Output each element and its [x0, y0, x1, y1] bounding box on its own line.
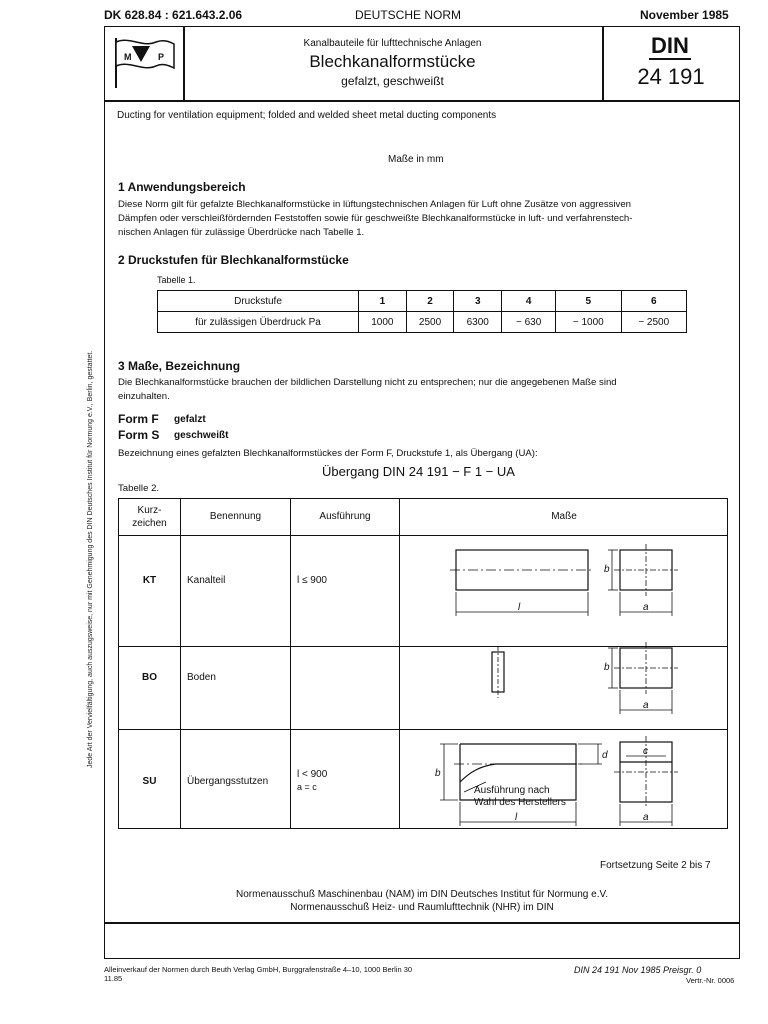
footer-left: Alleinverkauf der Normen durch Beuth Verlag GmbH, Burggrafenstraße 4–10, 1000 Berlin 30 11.85: [104, 965, 413, 983]
table-cell: 6: [621, 291, 686, 312]
units-note: Maße in mm: [388, 154, 444, 165]
label-c-su: c: [643, 746, 648, 757]
table-cell: 2: [406, 291, 454, 312]
din-mark: DIN: [651, 33, 689, 58]
table-cell: 5: [556, 291, 621, 312]
section-3-heading: 3 Maße, Bezeichnung: [118, 359, 241, 373]
label-l: l: [518, 602, 521, 613]
section-1-text: Diese Norm gilt für gefalzte Blechkanalformstücke in lüftungstechnischen Anlagen für Luft ohne Zusätze von aggressiven Dämpfen oder verschleißfördernden Feststoffen sowie für geschweißte Blechkanalformstücke in luft- und verfahrenstech- nischen Anlagen für zulässige Überdrücke nach Tabelle 1.: [118, 199, 633, 238]
norm-label: DEUTSCHE NORM: [355, 8, 462, 22]
table-row: [158, 291, 687, 312]
svg-text:M: M: [124, 52, 132, 62]
row-code-bo: BO: [142, 672, 157, 683]
table-1-caption: Tabelle 1.: [157, 275, 196, 285]
section-1-heading: 1 Anwendungsbereich: [118, 180, 246, 194]
dk-number: DK 628.84 : 621.643.2.06: [104, 8, 243, 22]
col-header-execution: Ausführung: [319, 511, 371, 522]
issue-date: November 1985: [640, 8, 729, 22]
header-subtitle: Kanalbauteile für lufttechnische Anlagen: [303, 38, 482, 49]
label-b-su: b: [435, 768, 441, 779]
designation-example: Übergang DIN 24 191 − F 1 − UA: [322, 464, 515, 479]
row-exec-su-2: a = c: [297, 782, 317, 792]
footer-divider: [104, 922, 740, 924]
label-d-su: d: [602, 750, 608, 761]
label-b-bo: b: [604, 662, 610, 673]
continuation-note: Fortsetzung Seite 2 bis 7: [600, 860, 711, 871]
table-cell: − 2500: [621, 312, 686, 333]
drawing-note-2: Wahl des Herstellers: [474, 797, 566, 808]
row-name-su: Übergangsstutzen: [187, 776, 269, 787]
row-exec-kt: l ≤ 900: [297, 575, 327, 586]
components-table: [118, 498, 728, 829]
table-row: [158, 312, 687, 333]
table-cell: 3: [454, 291, 502, 312]
col-header-name: Benennung: [209, 511, 262, 522]
footer-din-ref: DIN 24 191 Nov 1985 Preisgr. 0: [574, 965, 702, 975]
table-cell: 1000: [359, 312, 407, 333]
label-a-su: a: [643, 812, 649, 823]
row-name-kt: Kanalteil: [187, 575, 226, 586]
form-f-label: Form F: [118, 412, 159, 426]
english-title: Ducting for ventilation equipment; folded and welded sheet metal ducting components: [117, 110, 497, 121]
designation-intro: Bezeichnung eines gefalzten Blechkanalformstückes der Form F, Druckstufe 1, als Übergang (UA):: [118, 448, 538, 459]
row-code-kt: KT: [142, 575, 157, 586]
drawing-note-1: Ausführung nach: [474, 785, 550, 796]
footer-vertr: Vertr.-Nr. 0006: [686, 976, 735, 985]
document-title: Blechkanalformstücke: [309, 52, 476, 71]
label-a-bo: a: [643, 700, 649, 711]
table-cell: 1: [359, 291, 407, 312]
committee-info: Normenausschuß Maschinenbau (NAM) im DIN Deutsches Institut für Normung e.V. Normenausschuß Heiz- und Raumlufttechnik (NHR) im DIN: [236, 889, 608, 913]
label-b: b: [604, 564, 610, 575]
table-cell: − 1000: [556, 312, 621, 333]
row-code-su: SU: [142, 776, 157, 787]
dimension-drawings: [400, 536, 728, 829]
table-cell: − 630: [502, 312, 556, 333]
form-s-desc: geschweißt: [174, 430, 229, 441]
table-cell: 2500: [406, 312, 454, 333]
row-name-bo: Boden: [187, 672, 216, 683]
table-cell: 6300: [454, 312, 502, 333]
copyright-sidenote: Jede Art der Vervielfältigung, auch auszugsweise, nur mit Genehmigung des DIN Deutsches Institut für Normung e.V., Berlin, gestattet.: [87, 350, 94, 768]
row-exec-su-1: l < 900: [297, 769, 328, 780]
svg-text:P: P: [158, 52, 165, 62]
din-divider: [602, 26, 604, 100]
col-header-dimensions: Maße: [551, 511, 577, 522]
label-a: a: [643, 602, 649, 613]
section-2-heading: 2 Druckstufen für Blechkanalformstücke: [118, 253, 349, 267]
table-cell: 4: [502, 291, 556, 312]
document-title-sub: gefalzt, geschweißt: [341, 74, 444, 88]
pressure-table: [157, 290, 687, 333]
din-number: 24 191: [637, 64, 705, 89]
col-header-code: Kurz- zeichen: [132, 505, 167, 529]
header-divider: [104, 100, 740, 102]
label-l-su: l: [515, 812, 518, 823]
din-logo: [110, 34, 178, 90]
table-2-caption: Tabelle 2.: [118, 483, 160, 494]
table-cell: Druckstufe: [158, 291, 359, 312]
table-cell: für zulässigen Überdruck Pa: [158, 312, 359, 333]
form-s-label: Form S: [118, 428, 160, 442]
section-3-text: Die Blechkanalformstücke brauchen der bildlichen Darstellung nicht zu entsprechen; nur die angegebenen Maße sind einzuhalten.: [118, 377, 617, 402]
form-f-desc: gefalzt: [174, 414, 206, 425]
